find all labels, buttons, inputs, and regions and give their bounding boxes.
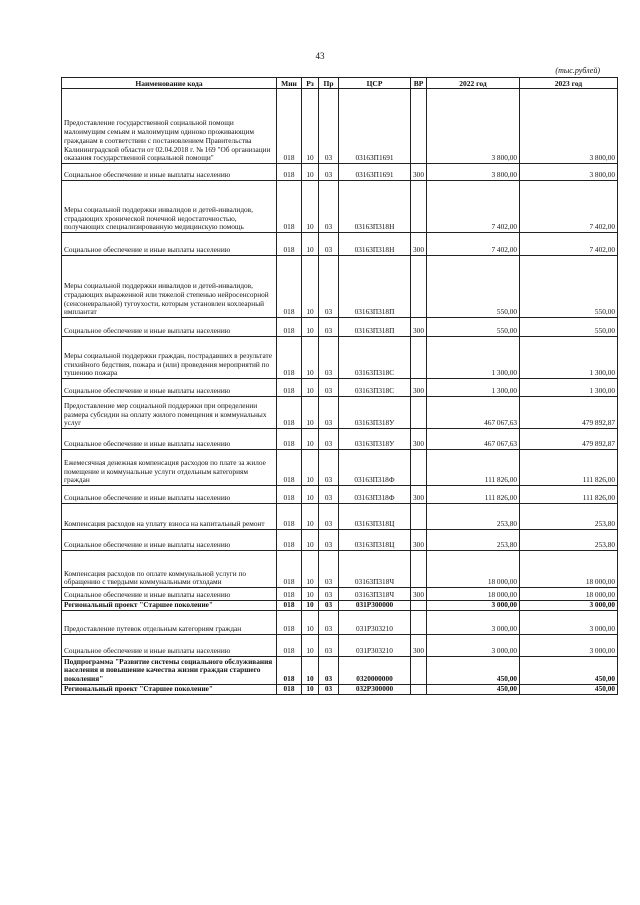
table-row — [62, 89, 618, 164]
ministry-code-cell: 018 — [277, 610, 302, 634]
amount-2023-cell: 1 300,00 — [520, 379, 618, 397]
ministry-code-cell: 018 — [277, 530, 302, 551]
target-article-cell: 03163П318Ч — [339, 551, 411, 588]
header-vr: ВР — [411, 78, 427, 89]
row-name-cell: Компенсация расходов на уплату взноса на капитальный ремонт — [62, 504, 277, 530]
amount-2022-cell: 253,80 — [427, 530, 520, 551]
subsection-code-cell: 03 — [319, 181, 339, 233]
target-article-cell: 03163П1691 — [339, 89, 411, 164]
section-code-cell: 10 — [302, 429, 319, 450]
amount-2023-cell: 3 800,00 — [520, 89, 618, 164]
ministry-code-cell: 018 — [277, 656, 302, 684]
amount-2022-cell: 450,00 — [427, 656, 520, 684]
row-name-cell: Предоставление мер социальной поддержки при определении размера субсидии на оплату жилого помещения и коммунальных услуг — [62, 397, 277, 429]
subsection-code-cell: 03 — [319, 486, 339, 504]
amount-2022-cell: 3 800,00 — [427, 164, 520, 181]
expense-type-cell — [411, 610, 427, 634]
ministry-code-cell: 018 — [277, 634, 302, 656]
table-row — [62, 588, 618, 601]
amount-2022-cell: 7 402,00 — [427, 233, 520, 256]
amount-2022-cell: 450,00 — [427, 684, 520, 694]
section-code-cell: 10 — [302, 256, 319, 318]
ministry-code-cell: 018 — [277, 379, 302, 397]
subsection-code-cell: 03 — [319, 588, 339, 601]
ministry-code-cell: 018 — [277, 318, 302, 337]
subsection-code-cell: 03 — [319, 318, 339, 337]
row-name-cell: Социальное обеспечение и иные выплаты населению — [62, 486, 277, 504]
subsection-code-cell: 03 — [319, 684, 339, 694]
amount-2022-cell: 1 300,00 — [427, 379, 520, 397]
page-number: 43 — [315, 51, 325, 61]
section-code-cell: 10 — [302, 601, 319, 611]
amount-2022-cell: 7 402,00 — [427, 181, 520, 233]
section-code-cell: 10 — [302, 634, 319, 656]
ministry-code-cell: 018 — [277, 256, 302, 318]
table-row — [62, 397, 618, 429]
row-name-cell: Социальное обеспечение и иные выплаты населению — [62, 164, 277, 181]
amount-2022-cell: 111 826,00 — [427, 486, 520, 504]
expense-type-cell — [411, 504, 427, 530]
ministry-code-cell: 018 — [277, 684, 302, 694]
table-row — [62, 450, 618, 486]
amount-2022-cell: 550,00 — [427, 318, 520, 337]
table-row — [62, 634, 618, 656]
amount-2022-cell: 3 000,00 — [427, 610, 520, 634]
subsection-code-cell: 03 — [319, 601, 339, 611]
row-name-cell: Социальное обеспечение и иные выплаты населению — [62, 429, 277, 450]
table-row — [62, 379, 618, 397]
section-code-cell: 10 — [302, 397, 319, 429]
expense-type-cell: 300 — [411, 318, 427, 337]
table-row — [62, 233, 618, 256]
amount-2023-cell: 18 000,00 — [520, 588, 618, 601]
expense-type-cell: 300 — [411, 164, 427, 181]
amount-2023-cell: 3 000,00 — [520, 634, 618, 656]
amount-2022-cell: 550,00 — [427, 256, 520, 318]
table-row — [62, 656, 618, 684]
ministry-code-cell: 018 — [277, 551, 302, 588]
expense-type-cell — [411, 337, 427, 379]
expense-type-cell — [411, 601, 427, 611]
expense-type-cell — [411, 656, 427, 684]
amount-2023-cell: 7 402,00 — [520, 181, 618, 233]
expense-type-cell — [411, 551, 427, 588]
subsection-code-cell: 03 — [319, 504, 339, 530]
subsection-code-cell: 03 — [319, 551, 339, 588]
amount-2022-cell: 3 000,00 — [427, 634, 520, 656]
row-name-cell: Социальное обеспечение и иные выплаты населению — [62, 379, 277, 397]
table-row — [62, 181, 618, 233]
section-code-cell: 10 — [302, 89, 319, 164]
target-article-cell: 03163П318Н — [339, 181, 411, 233]
section-code-cell: 10 — [302, 588, 319, 601]
section-code-cell: 10 — [302, 530, 319, 551]
row-name-cell: Предоставление государственной социальной помощи малоимущим семьям и малоимущим одиноко проживающим гражданам в соответствии с постановлением Правительства Калининградской области от 02.04.2018 г. № 169 "Об организации оказания государственной социальной помощи" — [62, 89, 277, 164]
target-article-cell: 03163П318У — [339, 397, 411, 429]
amount-2023-cell: 450,00 — [520, 684, 618, 694]
section-code-cell: 10 — [302, 486, 319, 504]
row-name-cell: Меры социальной поддержки инвалидов и детей-инвалидов, страдающих хронической почечной недостаточностью, получающих специализированную медицинскую помощь — [62, 181, 277, 233]
amount-2023-cell: 7 402,00 — [520, 233, 618, 256]
unit-note: (тыс.рублей) — [555, 66, 600, 75]
section-code-cell: 10 — [302, 656, 319, 684]
subsection-code-cell: 03 — [319, 634, 339, 656]
row-name-cell: Социальное обеспечение и иные выплаты населению — [62, 530, 277, 551]
table-row — [62, 551, 618, 588]
amount-2023-cell: 18 000,00 — [520, 551, 618, 588]
subsection-code-cell: 03 — [319, 233, 339, 256]
table-row — [62, 684, 618, 694]
target-article-cell: 03163П318С — [339, 337, 411, 379]
header-row — [62, 78, 618, 89]
target-article-cell: 03163П318Ч — [339, 588, 411, 601]
table-row — [62, 256, 618, 318]
amount-2022-cell: 3 800,00 — [427, 89, 520, 164]
section-code-cell: 10 — [302, 610, 319, 634]
expense-type-cell: 300 — [411, 429, 427, 450]
section-code-cell: 10 — [302, 318, 319, 337]
amount-2023-cell: 3 000,00 — [520, 601, 618, 611]
amount-2023-cell: 550,00 — [520, 318, 618, 337]
target-article-cell: 0320000000 — [339, 656, 411, 684]
amount-2023-cell: 450,00 — [520, 656, 618, 684]
amount-2023-cell: 111 826,00 — [520, 486, 618, 504]
table-row — [62, 337, 618, 379]
target-article-cell: 03163П318Ф — [339, 486, 411, 504]
amount-2022-cell: 1 300,00 — [427, 337, 520, 379]
amount-2023-cell: 111 826,00 — [520, 450, 618, 486]
amount-2023-cell: 253,80 — [520, 530, 618, 551]
expense-type-cell — [411, 397, 427, 429]
table-body — [62, 89, 618, 695]
amount-2022-cell: 253,80 — [427, 504, 520, 530]
subsection-code-cell: 03 — [319, 164, 339, 181]
ministry-code-cell: 018 — [277, 450, 302, 486]
ministry-code-cell: 018 — [277, 397, 302, 429]
amount-2022-cell: 111 826,00 — [427, 450, 520, 486]
expense-type-cell — [411, 450, 427, 486]
ministry-code-cell: 018 — [277, 89, 302, 164]
table-row — [62, 601, 618, 611]
amount-2022-cell: 18 000,00 — [427, 588, 520, 601]
row-name-cell: Ежемесячная денежная компенсация расходов по плате за жилое помещение и коммунальные услуги отдельным категориям граждан — [62, 450, 277, 486]
ministry-code-cell: 018 — [277, 164, 302, 181]
expense-type-cell: 300 — [411, 379, 427, 397]
subsection-code-cell: 03 — [319, 379, 339, 397]
section-code-cell: 10 — [302, 450, 319, 486]
amount-2023-cell: 479 892,87 — [520, 429, 618, 450]
target-article-cell: 03163П318П — [339, 318, 411, 337]
expense-type-cell: 300 — [411, 233, 427, 256]
row-name-cell: Социальное обеспечение и иные выплаты населению — [62, 588, 277, 601]
ministry-code-cell: 018 — [277, 233, 302, 256]
section-code-cell: 10 — [302, 504, 319, 530]
amount-2023-cell: 253,80 — [520, 504, 618, 530]
section-code-cell: 10 — [302, 233, 319, 256]
target-article-cell: 03163П318Ц — [339, 504, 411, 530]
header-min: Мин — [277, 78, 302, 89]
ministry-code-cell: 018 — [277, 601, 302, 611]
subsection-code-cell: 03 — [319, 337, 339, 379]
header-csr: ЦСР — [339, 78, 411, 89]
header-rz: Рз — [302, 78, 319, 89]
amount-2022-cell: 3 000,00 — [427, 601, 520, 611]
target-article-cell: 03163П318П — [339, 256, 411, 318]
subsection-code-cell: 03 — [319, 656, 339, 684]
subsection-code-cell: 03 — [319, 256, 339, 318]
target-article-cell: 03163П318У — [339, 429, 411, 450]
amount-2023-cell: 479 892,87 — [520, 397, 618, 429]
expense-type-cell: 300 — [411, 486, 427, 504]
amount-2022-cell: 467 067,63 — [427, 397, 520, 429]
ministry-code-cell: 018 — [277, 486, 302, 504]
ministry-code-cell: 018 — [277, 429, 302, 450]
header-year-2022: 2022 год — [427, 78, 520, 89]
ministry-code-cell: 018 — [277, 337, 302, 379]
target-article-cell: 03163П318С — [339, 379, 411, 397]
table-row — [62, 164, 618, 181]
subsection-code-cell: 03 — [319, 530, 339, 551]
row-name-cell: Компенсация расходов по оплате коммунальной услуги по обращению с твердыми коммунальными отходами — [62, 551, 277, 588]
target-article-cell: 03163П318Н — [339, 233, 411, 256]
row-name-cell: Социальное обеспечение и иные выплаты населению — [62, 318, 277, 337]
expense-type-cell: 300 — [411, 530, 427, 551]
section-code-cell: 10 — [302, 379, 319, 397]
expense-type-cell — [411, 684, 427, 694]
header-name: Наименование кода — [62, 78, 277, 89]
budget-table — [61, 77, 618, 695]
ministry-code-cell: 018 — [277, 504, 302, 530]
section-code-cell: 10 — [302, 551, 319, 588]
target-article-cell: 03163П318Ф — [339, 450, 411, 486]
amount-2023-cell: 3 000,00 — [520, 610, 618, 634]
subsection-code-cell: 03 — [319, 450, 339, 486]
section-code-cell: 10 — [302, 181, 319, 233]
target-article-cell: 03163П1691 — [339, 164, 411, 181]
amount-2023-cell: 550,00 — [520, 256, 618, 318]
row-name-cell: Социальное обеспечение и иные выплаты населению — [62, 634, 277, 656]
expense-type-cell: 300 — [411, 588, 427, 601]
table-row — [62, 530, 618, 551]
target-article-cell: 032P300000 — [339, 684, 411, 694]
expense-type-cell — [411, 89, 427, 164]
amount-2022-cell: 18 000,00 — [427, 551, 520, 588]
table-row — [62, 318, 618, 337]
target-article-cell: 031P303210 — [339, 634, 411, 656]
target-article-cell: 03163П318Ц — [339, 530, 411, 551]
expense-type-cell: 300 — [411, 634, 427, 656]
ministry-code-cell: 018 — [277, 181, 302, 233]
row-name-cell: Социальное обеспечение и иные выплаты населению — [62, 233, 277, 256]
target-article-cell: 031P300000 — [339, 601, 411, 611]
subsection-code-cell: 03 — [319, 610, 339, 634]
subsection-code-cell: 03 — [319, 429, 339, 450]
target-article-cell: 031P303210 — [339, 610, 411, 634]
expense-type-cell — [411, 256, 427, 318]
row-name-cell: Подпрограмма "Развитие системы социального обслуживания населения и повышение качества жизни граждан старшего поколения" — [62, 656, 277, 684]
table-row — [62, 610, 618, 634]
section-code-cell: 10 — [302, 337, 319, 379]
table-row — [62, 504, 618, 530]
amount-2023-cell: 1 300,00 — [520, 337, 618, 379]
ministry-code-cell: 018 — [277, 588, 302, 601]
header-year-2023: 2023 год — [520, 78, 618, 89]
section-code-cell: 10 — [302, 684, 319, 694]
table-row — [62, 486, 618, 504]
table-row — [62, 429, 618, 450]
row-name-cell: Региональный проект "Старшее поколение" — [62, 684, 277, 694]
amount-2022-cell: 467 067,63 — [427, 429, 520, 450]
subsection-code-cell: 03 — [319, 89, 339, 164]
row-name-cell: Предоставление путевок отдельным категориям граждан — [62, 610, 277, 634]
section-code-cell: 10 — [302, 164, 319, 181]
row-name-cell: Меры социальной поддержки граждан, пострадавших в результате стихийного бедствия, пожара и (или) проведения мероприятий по тушению пожара — [62, 337, 277, 379]
header-pr: Пр — [319, 78, 339, 89]
row-name-cell: Меры социальной поддержки инвалидов и детей-инвалидов, страдающих выраженной или тяжелой степенью нейросенсорной (сенсоневральной) тугоухости, которым установлен кохлеарный имплантат — [62, 256, 277, 318]
expense-type-cell — [411, 181, 427, 233]
row-name-cell: Региональный проект "Старшее поколение" — [62, 601, 277, 611]
amount-2023-cell: 3 800,00 — [520, 164, 618, 181]
subsection-code-cell: 03 — [319, 397, 339, 429]
